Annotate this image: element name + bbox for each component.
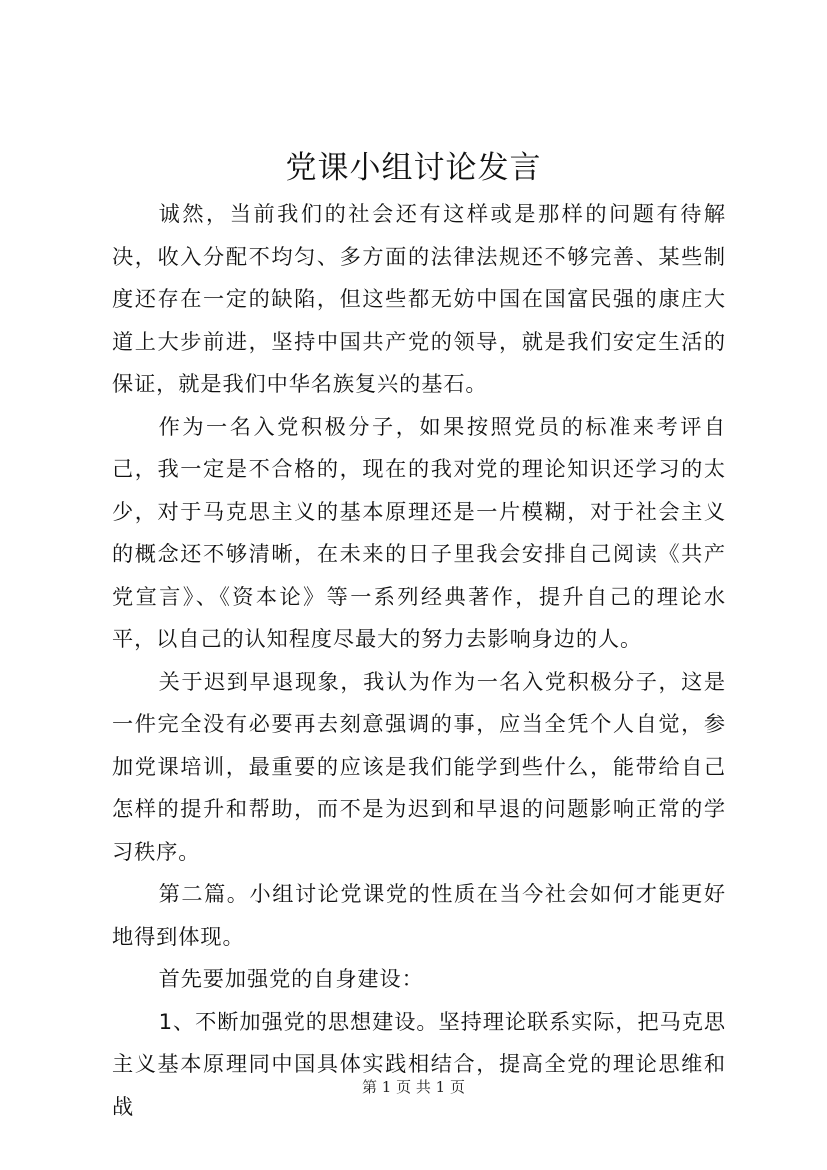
paragraph-5: 首先要加强党的自身建设： [158, 966, 424, 991]
paragraph-6: 1、不断加强党的思想建设。坚持理论联系实际，把马克思主义基本原理同中国具体实践相结合，提高全党的理论思维和战 [112, 1008, 726, 1119]
paragraph-1: 诚然，当前我们的社会还有这样或是那样的问题有待解决，收入分配不均匀、多方面的法律法规还不够完善、某些制度还存在一定的缺陷，但这些都无妨中国在国富民强的康庄大道上大步前进，坚持中国共产党的领导，就是我们安定生活的保证，就是我们中华名族复兴的基石。 [112, 201, 726, 396]
paragraph-4: 第二篇。小组讨论党课党的性质在当今社会如何才能更好地得到体现。 [112, 881, 726, 949]
paragraph-3: 关于迟到早退现象，我认为作为一名入党积极分子，这是一件完全没有必要再去刻意强调的事，应当全凭个人自觉，参加党课培训，最重要的应该是我们能学到些什么，能带给自己怎样的提升和帮助，而不是为迟到和早退的问题影响正常的学习秩序。 [112, 668, 726, 864]
document-title: 党课小组讨论发言 [285, 150, 542, 186]
page-footer: 第 1 页 共 1 页 [362, 1078, 465, 1096]
document-body [112, 193, 726, 1128]
paragraph-2: 作为一名入党积极分子，如果按照党员的标准来考评自己，我一定是不合格的，现在的我对党的理论知识还学习的太少，对于马克思主义的基本原理还是一片模糊，对于社会主义的概念还不够清晰，在未来的日子里我会安排自己阅读《共产党宣言》、《资本论》等一系列经典著作，提升自己的理论水平，以自己的认知程度尽最大的努力去影响身边的人。 [112, 413, 726, 651]
